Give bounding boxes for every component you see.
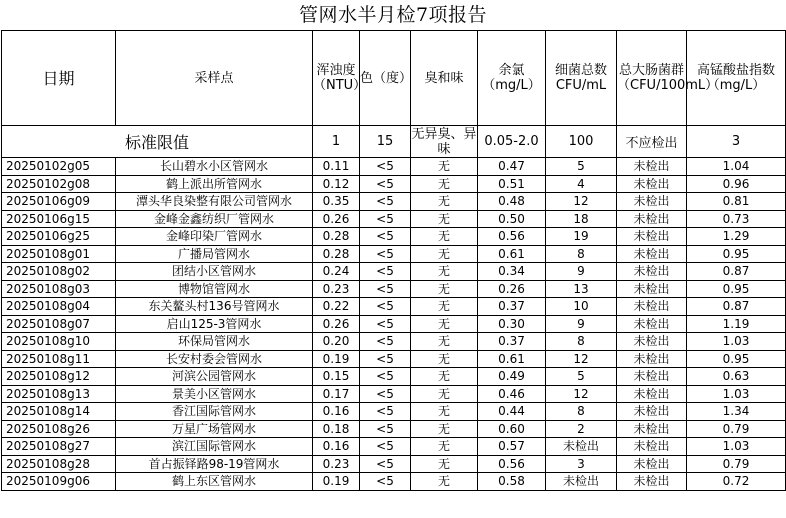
cell-turbidity: 0.11 (313, 158, 360, 176)
cell-turbidity: 0.26 (313, 210, 360, 228)
cell-turbidity: 0.23 (313, 280, 360, 298)
table-row (2, 175, 786, 193)
standard-bacteria: 100 (546, 126, 617, 158)
cell-coliform: 未检出 (617, 420, 687, 438)
cell-date: 20250108g12 (2, 368, 116, 386)
cell-place: 金峰印染厂管网水 (116, 228, 313, 246)
cell-coliform: 未检出 (617, 245, 687, 263)
cell-color: <5 (360, 280, 411, 298)
cell-place: 景美小区管网水 (116, 385, 313, 403)
cell-coliform: 未检出 (617, 455, 687, 473)
cell-chlorine: 0.58 (478, 473, 546, 491)
cell-odor: 无 (411, 193, 478, 211)
standard-row (2, 126, 786, 158)
cell-place: 金峰金鑫纺织厂管网水 (116, 210, 313, 228)
cell-date: 20250106g25 (2, 228, 116, 246)
cell-date: 20250106g09 (2, 193, 116, 211)
cell-date: 20250108g13 (2, 385, 116, 403)
cell-coliform: 未检出 (617, 158, 687, 176)
cell-coliform: 未检出 (617, 280, 687, 298)
cell-color: <5 (360, 245, 411, 263)
cell-place: 万星广场管网水 (116, 420, 313, 438)
cell-bacteria: 9 (546, 263, 617, 281)
cell-date: 20250108g02 (2, 263, 116, 281)
cell-coliform: 未检出 (617, 438, 687, 456)
cell-turbidity: 0.28 (313, 245, 360, 263)
cell-permanganate: 1.04 (687, 158, 786, 176)
cell-bacteria: 未检出 (546, 473, 617, 491)
cell-color: <5 (360, 403, 411, 421)
header-coliform: 总大肠菌群（CFU/100mL） (617, 31, 687, 126)
cell-chlorine: 0.49 (478, 368, 546, 386)
cell-color: <5 (360, 210, 411, 228)
table-row (2, 315, 786, 333)
cell-chlorine: 0.44 (478, 403, 546, 421)
cell-permanganate: 0.87 (687, 298, 786, 316)
standard-coliform: 不应检出 (617, 126, 687, 158)
standard-odor: 无异臭、异味 (411, 126, 477, 157)
cell-turbidity: 0.22 (313, 298, 360, 316)
cell-color: <5 (360, 298, 411, 316)
cell-date: 20250102g05 (2, 158, 116, 176)
cell-bacteria: 10 (546, 298, 617, 316)
cell-color: <5 (360, 455, 411, 473)
cell-bacteria: 9 (546, 315, 617, 333)
cell-date: 20250108g14 (2, 403, 116, 421)
cell-color: <5 (360, 158, 411, 176)
cell-place: 启山125-3管网水 (116, 315, 313, 333)
cell-date: 20250106g15 (2, 210, 116, 228)
cell-odor: 无 (411, 368, 478, 386)
cell-coliform: 未检出 (617, 315, 687, 333)
cell-bacteria: 5 (546, 158, 617, 176)
cell-place: 潭头华良染整有限公司管网水 (116, 193, 313, 211)
cell-bacteria: 18 (546, 210, 617, 228)
header-odor: 臭和味 (411, 31, 478, 126)
cell-color: <5 (360, 438, 411, 456)
cell-chlorine: 0.34 (478, 263, 546, 281)
cell-turbidity: 0.26 (313, 315, 360, 333)
header-turbidity: 浑浊度（NTU） (313, 31, 360, 126)
cell-bacteria: 12 (546, 385, 617, 403)
cell-bacteria: 19 (546, 228, 617, 246)
cell-chlorine: 0.57 (478, 438, 546, 456)
header-bacteria: 细菌总数CFU/mL (546, 31, 617, 126)
table-row (2, 368, 786, 386)
cell-turbidity: 0.17 (313, 385, 360, 403)
table-row (2, 420, 786, 438)
cell-permanganate: 0.95 (687, 280, 786, 298)
cell-permanganate: 1.29 (687, 228, 786, 246)
cell-turbidity: 0.19 (313, 473, 360, 491)
table-row (2, 245, 786, 263)
cell-odor: 无 (411, 315, 478, 333)
cell-odor: 无 (411, 473, 478, 491)
cell-permanganate: 1.19 (687, 315, 786, 333)
cell-turbidity: 0.16 (313, 438, 360, 456)
header-place: 采样点 (116, 31, 313, 126)
cell-permanganate: 1.03 (687, 438, 786, 456)
table-row (2, 228, 786, 246)
cell-date: 20250108g07 (2, 315, 116, 333)
cell-date: 20250108g11 (2, 350, 116, 368)
cell-turbidity: 0.24 (313, 263, 360, 281)
cell-coliform: 未检出 (617, 350, 687, 368)
cell-bacteria: 13 (546, 280, 617, 298)
cell-odor: 无 (411, 333, 478, 351)
cell-permanganate: 1.03 (687, 333, 786, 351)
cell-color: <5 (360, 368, 411, 386)
cell-odor: 无 (411, 228, 478, 246)
cell-odor: 无 (411, 298, 478, 316)
cell-chlorine: 0.51 (478, 175, 546, 193)
cell-color: <5 (360, 193, 411, 211)
cell-bacteria: 5 (546, 368, 617, 386)
cell-turbidity: 0.15 (313, 368, 360, 386)
cell-chlorine: 0.37 (478, 333, 546, 351)
cell-date: 20250108g28 (2, 455, 116, 473)
cell-permanganate: 0.87 (687, 263, 786, 281)
header-permanganate: 高锰酸盐指数（mg/L） (687, 31, 786, 126)
cell-odor: 无 (411, 350, 478, 368)
water-quality-table (1, 30, 786, 491)
header-row (2, 31, 786, 126)
cell-turbidity: 0.23 (313, 455, 360, 473)
cell-permanganate: 0.96 (687, 175, 786, 193)
cell-odor: 无 (411, 403, 478, 421)
cell-coliform: 未检出 (617, 298, 687, 316)
cell-turbidity: 0.35 (313, 193, 360, 211)
cell-coliform: 未检出 (617, 473, 687, 491)
cell-place: 鹤上东区管网水 (116, 473, 313, 491)
cell-color: <5 (360, 350, 411, 368)
cell-chlorine: 0.50 (478, 210, 546, 228)
cell-place: 长安村委会管网水 (116, 350, 313, 368)
cell-place: 首占振铎路98-19管网水 (116, 455, 313, 473)
cell-permanganate: 0.72 (687, 473, 786, 491)
cell-chlorine: 0.30 (478, 315, 546, 333)
cell-permanganate: 0.63 (687, 368, 786, 386)
cell-chlorine: 0.37 (478, 298, 546, 316)
cell-odor: 无 (411, 420, 478, 438)
cell-color: <5 (360, 385, 411, 403)
table-row (2, 263, 786, 281)
cell-chlorine: 0.60 (478, 420, 546, 438)
table-row (2, 210, 786, 228)
cell-permanganate: 0.79 (687, 420, 786, 438)
cell-odor: 无 (411, 175, 478, 193)
cell-chlorine: 0.61 (478, 350, 546, 368)
cell-odor: 无 (411, 455, 478, 473)
cell-color: <5 (360, 315, 411, 333)
cell-bacteria: 3 (546, 455, 617, 473)
cell-coliform: 未检出 (617, 228, 687, 246)
cell-turbidity: 0.18 (313, 420, 360, 438)
cell-permanganate: 0.95 (687, 245, 786, 263)
table-row (2, 350, 786, 368)
cell-bacteria: 8 (546, 245, 617, 263)
cell-color: <5 (360, 420, 411, 438)
cell-coliform: 未检出 (617, 263, 687, 281)
sample-rows (2, 158, 786, 491)
cell-date: 20250108g03 (2, 280, 116, 298)
standard-turbidity: 1 (313, 126, 360, 158)
cell-date: 20250108g04 (2, 298, 116, 316)
cell-color: <5 (360, 263, 411, 281)
standard-chlorine: 0.05-2.0 (478, 126, 546, 158)
cell-coliform: 未检出 (617, 175, 687, 193)
cell-place: 河滨公园管网水 (116, 368, 313, 386)
cell-coliform: 未检出 (617, 333, 687, 351)
cell-place: 环保局管网水 (116, 333, 313, 351)
cell-coliform: 未检出 (617, 385, 687, 403)
cell-place: 香江国际管网水 (116, 403, 313, 421)
cell-odor: 无 (411, 280, 478, 298)
cell-date: 20250109g06 (2, 473, 116, 491)
cell-chlorine: 0.56 (478, 228, 546, 246)
standard-color: 15 (360, 126, 411, 158)
cell-turbidity: 0.19 (313, 350, 360, 368)
cell-date: 20250108g26 (2, 420, 116, 438)
cell-coliform: 未检出 (617, 403, 687, 421)
cell-date: 20250102g08 (2, 175, 116, 193)
cell-permanganate: 0.95 (687, 350, 786, 368)
cell-color: <5 (360, 333, 411, 351)
cell-permanganate: 1.34 (687, 403, 786, 421)
header-chlorine: 余氯（mg/L） (478, 31, 546, 126)
cell-place: 广播局管网水 (116, 245, 313, 263)
cell-place: 博物馆管网水 (116, 280, 313, 298)
standard-label: 标准限值 (2, 126, 313, 158)
cell-chlorine: 0.26 (478, 280, 546, 298)
cell-chlorine: 0.61 (478, 245, 546, 263)
cell-color: <5 (360, 473, 411, 491)
cell-bacteria: 8 (546, 403, 617, 421)
cell-bacteria: 8 (546, 333, 617, 351)
cell-chlorine: 0.48 (478, 193, 546, 211)
cell-bacteria: 2 (546, 420, 617, 438)
cell-coliform: 未检出 (617, 368, 687, 386)
table-row (2, 158, 786, 176)
cell-place: 团结小区管网水 (116, 263, 313, 281)
standard-permanganate: 3 (687, 126, 786, 158)
cell-place: 滨江国际管网水 (116, 438, 313, 456)
cell-place: 长山碧水小区管网水 (116, 158, 313, 176)
table-row (2, 333, 786, 351)
table-row (2, 193, 786, 211)
cell-turbidity: 0.12 (313, 175, 360, 193)
cell-color: <5 (360, 175, 411, 193)
cell-turbidity: 0.16 (313, 403, 360, 421)
report-title: 管网水半月检7项报告 (298, 4, 488, 26)
cell-place: 东关鳌头村136号管网水 (116, 298, 313, 316)
cell-coliform: 未检出 (617, 193, 687, 211)
cell-turbidity: 0.28 (313, 228, 360, 246)
cell-odor: 无 (411, 438, 478, 456)
table-row (2, 455, 786, 473)
cell-bacteria: 4 (546, 175, 617, 193)
cell-date: 20250108g01 (2, 245, 116, 263)
cell-permanganate: 1.03 (687, 385, 786, 403)
header-color: 色（度） (360, 31, 411, 126)
cell-bacteria: 12 (546, 193, 617, 211)
cell-odor: 无 (411, 245, 478, 263)
cell-coliform: 未检出 (617, 210, 687, 228)
cell-chlorine: 0.47 (478, 158, 546, 176)
cell-chlorine: 0.46 (478, 385, 546, 403)
cell-turbidity: 0.20 (313, 333, 360, 351)
cell-permanganate: 0.73 (687, 210, 786, 228)
cell-odor: 无 (411, 158, 478, 176)
cell-odor: 无 (411, 385, 478, 403)
table-row (2, 473, 786, 491)
cell-odor: 无 (411, 263, 478, 281)
cell-date: 20250108g27 (2, 438, 116, 456)
table-row (2, 385, 786, 403)
table-row (2, 280, 786, 298)
table-row (2, 403, 786, 421)
cell-color: <5 (360, 228, 411, 246)
cell-odor: 无 (411, 210, 478, 228)
cell-permanganate: 0.79 (687, 455, 786, 473)
cell-chlorine: 0.56 (478, 455, 546, 473)
cell-date: 20250108g10 (2, 333, 116, 351)
cell-place: 鹤上派出所管网水 (116, 175, 313, 193)
table-row (2, 298, 786, 316)
cell-permanganate: 0.81 (687, 193, 786, 211)
cell-bacteria: 未检出 (546, 438, 617, 456)
table-row (2, 438, 786, 456)
cell-bacteria: 12 (546, 350, 617, 368)
header-date: 日期 (2, 31, 116, 126)
